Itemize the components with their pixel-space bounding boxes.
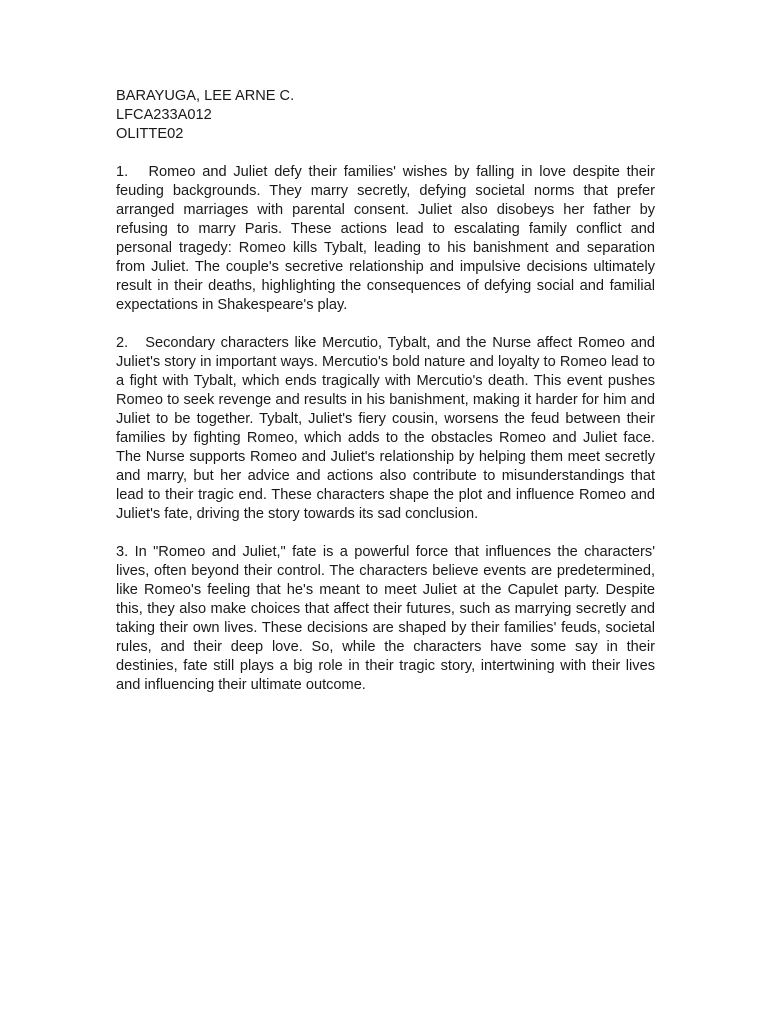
answer-1-number: 1. bbox=[116, 164, 129, 180]
student-name: BARAYUGA, LEE ARNE C. bbox=[116, 88, 295, 104]
student-header bbox=[116, 87, 655, 144]
document-body bbox=[116, 87, 655, 714]
answer-1 bbox=[116, 163, 655, 315]
course-code: OLITTE02 bbox=[116, 126, 184, 142]
student-id: LFCA233A012 bbox=[116, 107, 212, 123]
answer-2-number: 2. bbox=[116, 335, 129, 351]
answer-1-text: Romeo and Juliet defy their families' wishes by falling in love despite their feuding backgrounds. They marry secretly, defying societal norms that prefer arranged marriages with parental consent. Juliet also disobeys her father by refusing to marry Paris. These actions lead to escalating family conflict and personal tragedy: Romeo kills Tybalt, leading to his banishment and separation from Juliet. The couple's secretive relationship and impulsive decisions ultimately result in their deaths, highlighting the consequences of defying social and familial expectations in Shakespeare's play. bbox=[116, 164, 655, 313]
answer-2-text: Secondary characters like Mercutio, Tybalt, and the Nurse affect Romeo and Juliet's story in important ways. Mercutio's bold nature and loyalty to Romeo lead to a fight with Tybalt, which ends tragically with Mercutio's death. This event pushes Romeo to seek revenge and results in his banishment, making it harder for him and Juliet to be together. Tybalt, Juliet's fiery cousin, worsens the feud between their families by fighting Romeo, which adds to the obstacles Romeo and Juliet face. The Nurse supports Romeo and Juliet's relationship by helping them meet secretly and marry, but her advice and actions also contribute to misunderstandings that lead to their tragic end. These characters shape the plot and influence Romeo and Juliet's fate, driving the story towards its sad conclusion. bbox=[116, 335, 655, 522]
answer-3-number: 3. bbox=[116, 544, 129, 560]
answer-3-text: In "Romeo and Juliet," fate is a powerful force that influences the characters' lives, often beyond their control. The characters believe events are predetermined, like Romeo's feeling that he's meant to meet Juliet at the Capulet party. Despite this, they also make choices that affect their futures, such as marrying secretly and taking their own lives. These decisions are shaped by their families' feuds, societal rules, and their deep love. So, while the characters have some say in their destinies, fate still plays a big role in their tragic story, intertwining with their lives and influencing their ultimate outcome. bbox=[116, 544, 655, 693]
answer-2 bbox=[116, 334, 655, 524]
answer-3 bbox=[116, 543, 655, 695]
